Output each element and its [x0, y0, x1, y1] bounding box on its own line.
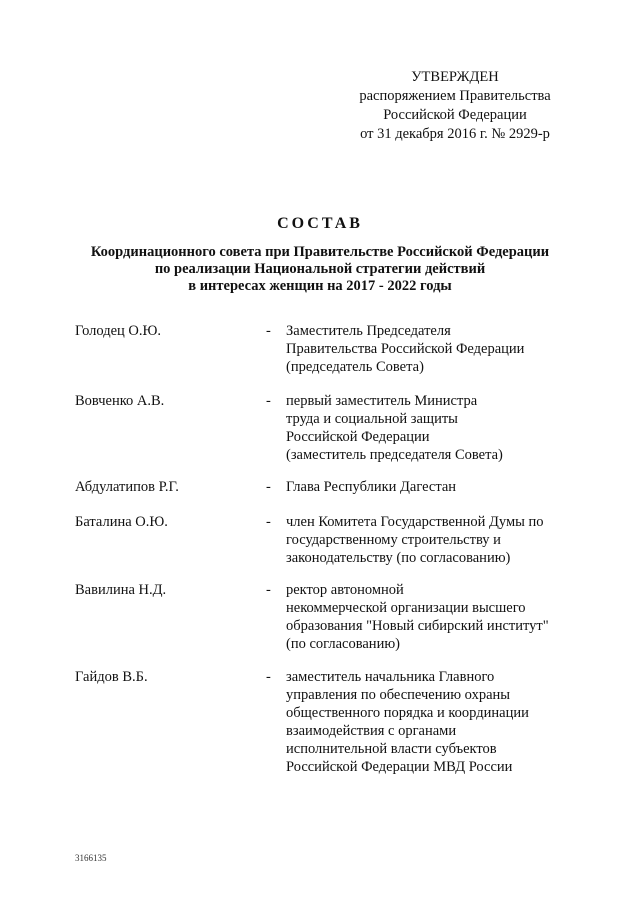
member-name: Абдулатипов Р.Г. — [75, 479, 179, 495]
member-position-line: общественного порядка и координации — [286, 705, 529, 721]
approval-line-date-number: от 31 декабря 2016 г. № 2929-р — [360, 126, 550, 142]
approval-line-government: Российской Федерации — [383, 107, 527, 123]
member-position-line: Заместитель Председателя — [286, 323, 451, 339]
member-position-line: управления по обеспечению охраны — [286, 687, 511, 703]
member-position-line: член Комитета Государственной Думы по — [286, 514, 544, 530]
member-name: Вовченко А.В. — [75, 393, 165, 409]
member-position-line: взаимодействия с органами — [286, 723, 457, 739]
member-position — [286, 513, 576, 567]
member-position-line: Правительства Российской Федерации — [286, 341, 525, 357]
member-position-line: образования "Новый сибирский институт" — [286, 618, 549, 634]
document-title: СОСТАВ — [277, 215, 363, 232]
member-position-line: некоммерческой организации высшего — [286, 600, 526, 616]
member-position-line: ректор автономной — [286, 582, 404, 598]
member-name: Вавилина Н.Д. — [75, 582, 167, 598]
member-position — [286, 478, 576, 496]
member-position-line: (по согласованию) — [286, 636, 400, 652]
document-subtitle — [40, 244, 600, 295]
member-position — [286, 392, 576, 464]
member-name: Баталина О.Ю. — [75, 514, 168, 530]
subtitle-line-3: в интересах женщин на 2017 - 2022 годы — [188, 278, 452, 294]
member-position-line: (заместитель председателя Совета) — [286, 447, 503, 463]
subtitle-line-2: по реализации Национальной стратегии действий — [154, 261, 486, 277]
member-position-line: труда и социальной защиты — [286, 411, 458, 427]
member-dash: - — [266, 514, 271, 530]
approval-line-order: распоряжением Правительства — [359, 88, 551, 104]
document-code: 3166135 — [75, 853, 107, 863]
member-position — [286, 581, 576, 653]
member-position — [286, 668, 576, 776]
member-dash: - — [266, 582, 271, 598]
member-position-line: Российской Федерации — [286, 429, 430, 445]
approval-stamp: УТВЕРЖДЕН — [411, 69, 499, 85]
member-position-line: (председатель Совета) — [286, 359, 424, 375]
member-position-line: Российской Федерации МВД России — [286, 759, 513, 775]
member-position-line: заместитель начальника Главного — [286, 669, 495, 685]
member-dash: - — [266, 323, 271, 339]
member-position-line: законодательству (по согласованию) — [286, 550, 511, 566]
subtitle-line-1: Координационного совета при Правительстве Российской Федерации — [90, 244, 550, 260]
member-position-line: исполнительной власти субъектов — [286, 741, 497, 757]
member-name: Гайдов В.Б. — [75, 669, 148, 685]
member-dash: - — [266, 479, 271, 495]
member-dash: - — [266, 393, 271, 409]
approval-block — [340, 68, 570, 144]
member-position-line: Глава Республики Дагестан — [286, 479, 457, 495]
member-position-line: первый заместитель Министра — [286, 393, 478, 409]
member-position-line: государственному строительству и — [286, 532, 501, 548]
member-name: Голодец О.Ю. — [75, 323, 162, 339]
member-dash: - — [266, 669, 271, 685]
member-position — [286, 322, 576, 376]
